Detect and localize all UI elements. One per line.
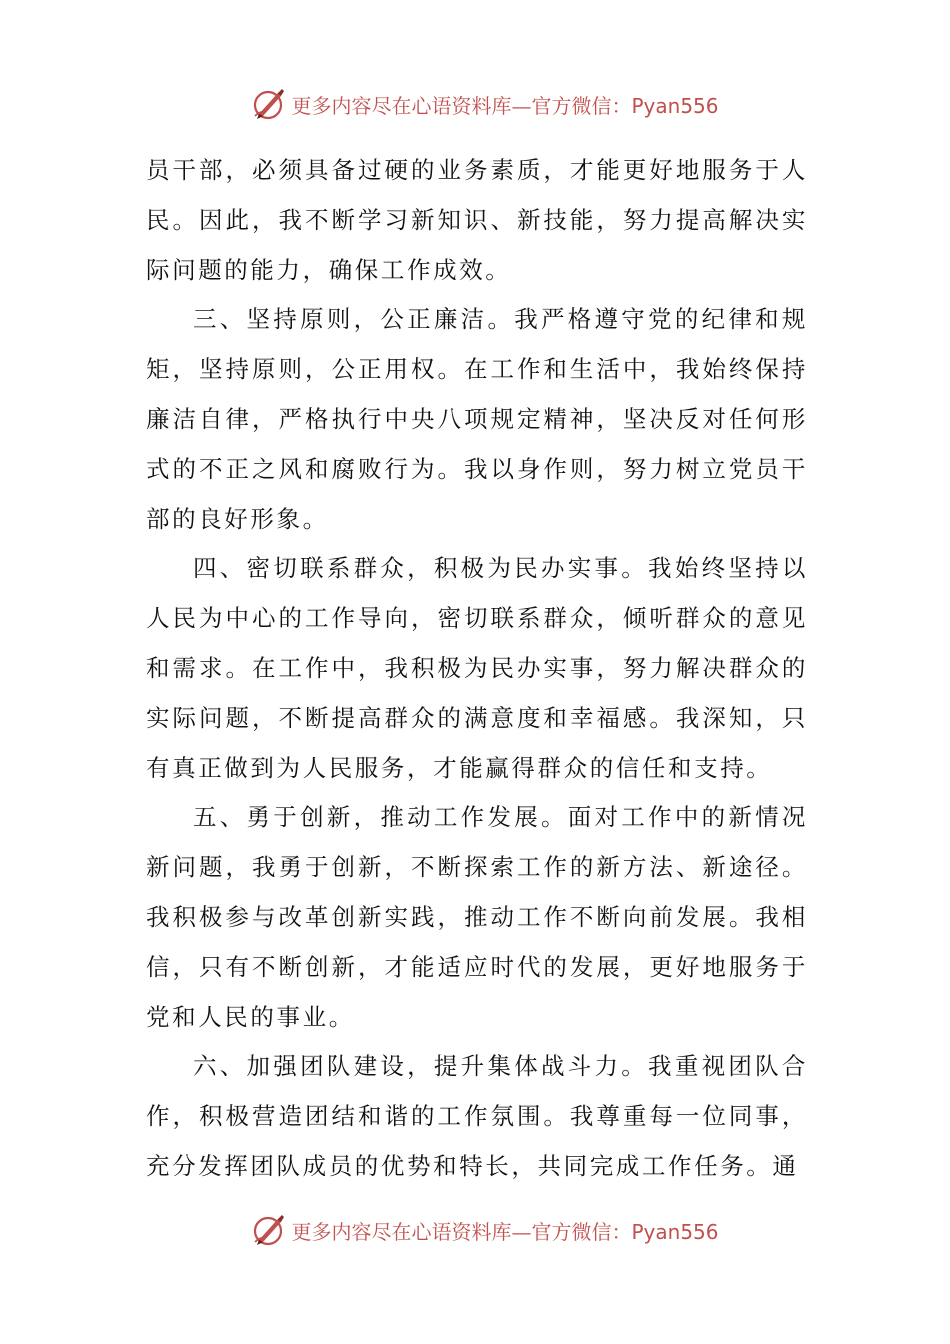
paragraph-section-four: 四、密切联系群众，积极为民办实事。我始终坚持以人民为中心的工作导向，密切联系群众，倾听群众的意见和需求。在工作中，我积极为民办实事，努力解决群众的实际问题，不断提高群众的满意度和幸福感。我深知，只有真正做到为人民服务，才能赢得群众的信任和支持。: [146, 554, 808, 782]
paragraph-section-three: 三、坚持原则，公正廉洁。我严格遵守党的纪律和规矩，坚持原则，公正用权。在工作和生活中，我始终保持廉洁自律，严格执行中央八项规定精神，坚决反对任何形式的不正之风和腐败行为。我以身作则，努力树立党员干部的良好形象。: [146, 305, 808, 533]
header-banner-id: Pyan556: [631, 93, 719, 118]
paragraph-section-six: 六、加强团队建设，提升集体战斗力。我重视团队合作，积极营造团结和谐的工作氛围。我尊重每一位同事，充分发挥团队成员的优势和特长，共同完成工作任务。通: [146, 1052, 808, 1180]
pen-logo-icon: [251, 86, 287, 122]
footer-banner-label: 更多内容尽在心语资料库—官方微信：: [291, 1219, 632, 1244]
footer-banner: [0, 1208, 950, 1252]
header-banner-text: [291, 90, 718, 119]
footer-banner-id: Pyan556: [631, 1219, 719, 1244]
header-banner-label: 更多内容尽在心语资料库—官方微信：: [291, 93, 632, 118]
paragraph-continued: 员干部，必须具备过硬的业务素质，才能更好地服务于人民。因此，我不断学习新知识、新技能，努力提高解决实际问题的能力，确保工作成效。: [146, 156, 808, 284]
header-banner-inner: [251, 86, 718, 122]
header-banner: [0, 82, 950, 126]
paragraph-section-five: 五、勇于创新，推动工作发展。面对工作中的新情况新问题，我勇于创新，不断探索工作的新方法、新途径。我积极参与改革创新实践，推动工作不断向前发展。我相信，只有不断创新，才能适应时代的发展，更好地服务于党和人民的事业。: [146, 803, 808, 1031]
footer-banner-text: [291, 1216, 718, 1245]
document-body: [146, 146, 808, 1192]
pen-logo-icon: [251, 1212, 287, 1248]
footer-banner-inner: [251, 1212, 718, 1248]
